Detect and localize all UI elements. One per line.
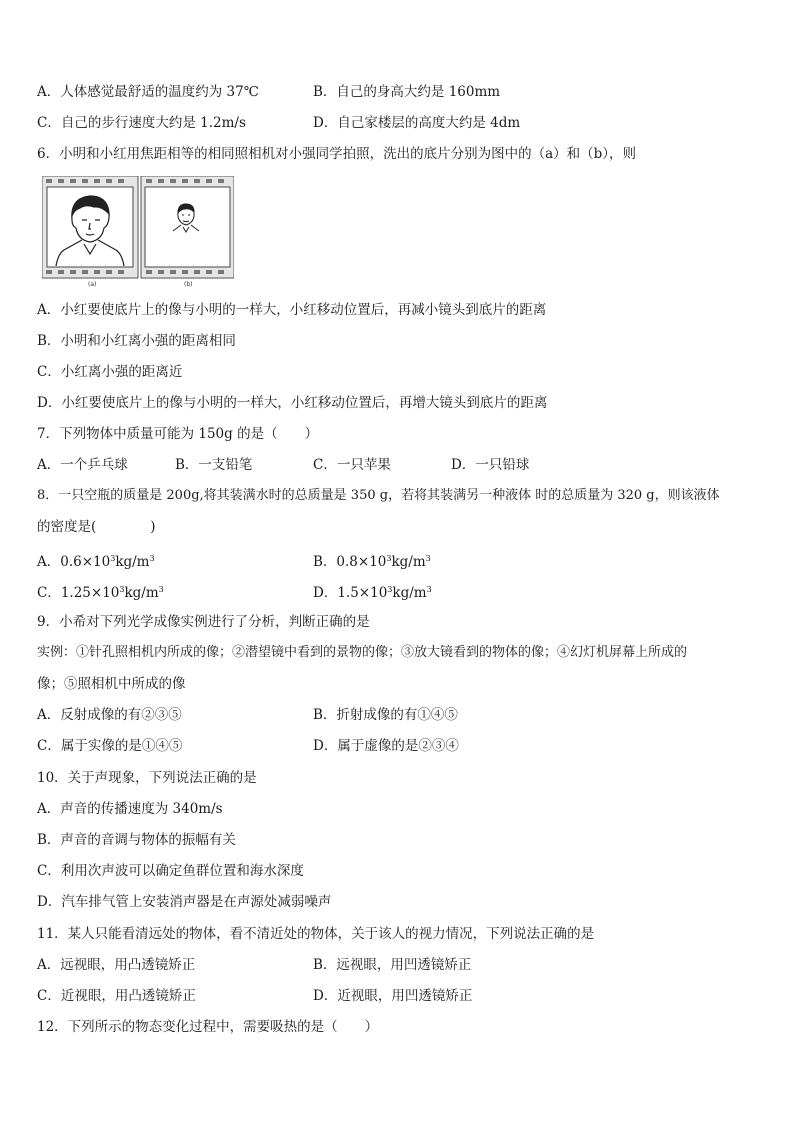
q8-stem-line1: 8．一只空瓶的质量是 200g,将其装满水时的总质量是 350 g，若将其装满另一种液体 时的总质量为 320 g，则该液体	[37, 488, 720, 503]
film-negatives-image	[42, 176, 234, 288]
q7-option-c: C．一只苹果	[313, 457, 391, 473]
q8-option-c: C．$1.25\times 10^3kg/m^3$	[37, 585, 164, 601]
q10-option-d: D．汽车排气管上安装消声器是在声源处减弱噪声	[37, 894, 332, 910]
frame-b	[145, 187, 230, 267]
q5-option-c: C．自己的步行速度大约是 1.2m/s	[37, 115, 246, 131]
q6-figure	[42, 176, 234, 288]
q7-option-b: B．一支铅笔	[175, 457, 253, 473]
q11-stem: 11．某人只能看清远处的物体，看不清近处的物体，关于该人的视力情况，下列说法正确的是	[37, 926, 595, 942]
q9-option-a: A．反射成像的有②③⑤	[37, 707, 182, 723]
q9-option-b: B．折射成像的有①④⑤	[313, 707, 458, 723]
q10-stem: 10．关于声现象，下列说法正确的是	[37, 770, 257, 786]
q8-stem-line2: 的密度是( )	[37, 519, 156, 535]
q6-stem: 6．小明和小红用焦距相等的相同照相机对小强同学拍照，洗出的底片分别为图中的（a）和（b），则	[37, 146, 637, 162]
q6-option-c: C．小红离小强的距离近	[37, 364, 183, 380]
q9-examples-line2: 像；⑤照相机中所成的像	[37, 676, 186, 692]
q6-option-d: D．小红要使底片上的像与小明的一样大，小红移动位置后，再增大镜头到底片的距离	[37, 395, 548, 411]
q11-option-a: A．远视眼，用凸透镜矫正	[37, 957, 196, 973]
q11-option-d: D．近视眼，用凹透镜矫正	[313, 988, 473, 1004]
q11-option-b: B．远视眼，用凹透镜矫正	[313, 957, 472, 973]
q8-option-d: D．$1.5\times 10^3kg/m^3$	[313, 585, 432, 601]
q10-option-c: C．利用次声波可以确定鱼群位置和海水深度	[37, 863, 304, 879]
q5-option-b: B．自己的身高大约是 160mm	[313, 84, 501, 100]
q9-option-c: C．属于实像的是①④⑤	[37, 738, 183, 754]
q5-option-a: A．人体感觉最舒适的温度约为 37℃	[37, 84, 259, 100]
q6-option-b: B．小明和小红离小强的距离相同	[37, 333, 236, 349]
q10-option-a: A．声音的传播速度为 340m/s	[37, 801, 223, 817]
q9-option-d: D．属于虚像的是②③④	[313, 738, 459, 754]
q7-option-d: D．一只铅球	[451, 457, 530, 473]
q9-examples-line1: 实例：①针孔照相机内所成的像；②潜望镜中看到的景物的像；③放大镜看到的物体的像；④幻灯机屏幕上所成的	[37, 645, 688, 660]
q5-option-d: D．自己家楼层的高度大约是 4dm	[313, 115, 521, 131]
figure-label-b: (b)	[184, 281, 193, 288]
q9-stem: 9．小希对下列光学成像实例进行了分析，判断正确的是	[37, 614, 370, 630]
q12-stem: 12．下列所示的物态变化过程中，需要吸热的是（ ）	[37, 1019, 379, 1035]
q8-option-a: A．$0.6\times 10^3kg/m^3$	[37, 554, 155, 570]
q10-option-b: B．声音的音调与物体的振幅有关	[37, 832, 236, 848]
q7-option-a: A．一个乒乓球	[37, 457, 128, 473]
q7-stem: 7．下列物体中质量可能为 150g 的是（ ）	[37, 426, 319, 442]
q6-option-a: A．小红要使底片上的像与小明的一样大，小红移动位置后，再减小镜头到底片的距离	[37, 302, 547, 318]
q8-option-b: B．$0.8\times 10^3kg/m^3$	[313, 554, 431, 570]
figure-label-a: (a)	[88, 281, 97, 288]
q11-option-c: C．近视眼，用凸透镜矫正	[37, 988, 196, 1004]
